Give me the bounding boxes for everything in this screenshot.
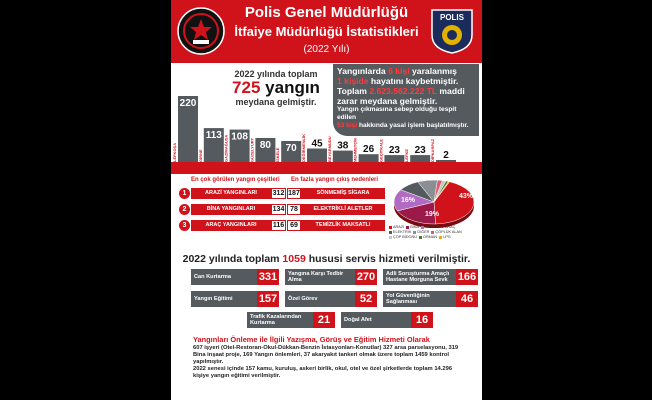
header — [171, 0, 482, 63]
prevention-section — [171, 334, 482, 400]
chart-base-strip — [171, 162, 482, 174]
legend-swatch — [389, 226, 392, 229]
legend-swatch — [413, 231, 416, 234]
fire-reason-value: 187 — [288, 190, 300, 197]
service-value: 331 — [258, 271, 278, 283]
injury-text-end: yaralanmış — [409, 66, 457, 76]
header-title: Polis Genel Müdürlüğü — [244, 4, 409, 21]
header-year: (2022 Yılı) — [303, 44, 350, 55]
bar-category-label: DEĞİRMENLİK — [301, 134, 306, 162]
service-value: 52 — [355, 291, 377, 307]
service-label: Yol Güvenliğinin Sağlanması — [383, 291, 456, 307]
service-value: 166 — [457, 271, 477, 283]
bar-value-label: 108 — [231, 131, 248, 143]
bar-value-label: 220 — [179, 98, 197, 109]
pie-legend-item: LPG — [439, 235, 451, 240]
fire-reason-label: ELEKTRİKLİ ALETLER — [301, 204, 385, 215]
bar-category-label: GAZİMAĞUSA — [223, 134, 229, 162]
pie-legend-item: ORMAN — [419, 235, 437, 240]
bar-category-label: GEÇİTKALE — [378, 138, 384, 162]
injured-count: 6 kişi — [388, 66, 410, 76]
bar-category-label: MEHMETÇİK — [352, 137, 358, 162]
bar-value-label: 113 — [205, 130, 222, 142]
death-count: 1 kişide — [337, 76, 369, 86]
fire-reasons-heading: En fazla yangın çıkış nedenleri — [291, 177, 379, 183]
legal-text-end: hakkında yasal işlem başlatılmıştır. — [357, 122, 469, 129]
bar-category-label: İSKELE — [275, 147, 281, 162]
damage-text-end: maddi zarar meydana gelmiştir. — [337, 86, 465, 106]
pie-legend-item: MOTORLU ARAÇ — [421, 225, 455, 230]
pie-legend — [389, 225, 481, 240]
prevention-paragraph-2: 2022 senesi içinde 157 kamu, kuruluş, askeri birlik, okul, otel ve özel şirketlerde toplam 14.296 kişiye yangın eğitimi verilmiştir. — [193, 366, 453, 380]
summary-line-3: meydana gelmiştir. — [235, 97, 317, 107]
services-count: 1059 — [282, 253, 306, 265]
pie-percent-label: 43% — [458, 193, 474, 200]
service-label: Doğal Afet — [341, 312, 411, 328]
service-label: Yangına Karşı Tedbir Alma — [285, 269, 355, 285]
bar-5 — [307, 149, 327, 163]
polis-emblem-icon — [428, 7, 476, 55]
damage-text: Toplam — [337, 86, 370, 96]
pie-legend-item: ELEKTRİK — [389, 230, 411, 235]
prevention-paragraph-1: 607 işyeri (Otel-Restoran-Okul-Dükkan-Benzin İstasyonları-Konutlar) 327 arsa parselasyonu, 319 Bina inşaat proje, 169 Yangın önlemleri, 37 akaryakıt tankeri olmak üzere toplam 1459 kontrol yapılmıştır. — [193, 345, 459, 365]
services-title-a: 2022 yılında toplam — [182, 253, 280, 265]
bar-category-label: GİRNE — [197, 149, 203, 162]
bar-value-label: 26 — [363, 144, 375, 156]
cause-row — [179, 188, 385, 199]
fire-reason-value: 69 — [287, 220, 301, 231]
pie-legend-item: ARAZİ — [389, 225, 404, 230]
pie-legend-item: BİNA — [406, 225, 419, 230]
service-value: 21 — [313, 312, 335, 328]
fire-reason-label: SÖNMEMİŞ SİGARA — [301, 188, 385, 199]
service-value: 270 — [356, 271, 376, 283]
bar-9 — [410, 155, 430, 162]
pie-legend-item: ÇÖPLÜK ALAN — [431, 230, 461, 235]
legend-swatch — [406, 226, 409, 229]
fire-type-value: 116 — [272, 222, 285, 229]
bar-value-label: 23 — [414, 145, 426, 157]
service-value: 16 — [411, 312, 433, 328]
legend-swatch — [419, 236, 422, 239]
pie-percent-label: 16% — [400, 197, 416, 204]
fire-reason-value: 78 — [287, 204, 301, 215]
death-text: hayatını kaybetmiştir. — [368, 76, 459, 86]
service-label: Trafik Kazalarından Kurtarma — [247, 312, 313, 328]
rank-badge: 3 — [179, 220, 190, 231]
pie-percent-label: 19% — [424, 211, 440, 218]
bar-7 — [359, 154, 379, 162]
bar-category-label: LEFKE — [404, 148, 410, 162]
legend-swatch — [431, 231, 434, 234]
legend-swatch — [389, 231, 392, 234]
fire-type-value: 312 — [272, 190, 285, 197]
fire-type-label: BİNA YANGINLARI — [191, 204, 271, 215]
services-title — [171, 253, 482, 265]
legal-count: 53 kişi — [337, 122, 358, 129]
fire-types-heading: En çok görülen yangın çeşitleri — [191, 177, 280, 183]
damage-amount: 2.623.562.222 TL — [369, 86, 438, 96]
legal-text: Yangın çıkmasına sebep olduğu tespit edilen — [337, 106, 457, 121]
bar-8 — [384, 155, 404, 162]
cause-row — [179, 220, 385, 231]
emblem-text: POLIS — [439, 13, 465, 22]
bar-category-label: GÜZELYURT — [249, 137, 255, 162]
bar-value-label: 45 — [311, 138, 323, 150]
summary-line-1: 2022 yılında toplam — [234, 69, 318, 79]
fire-count: 725 — [232, 78, 261, 97]
police-badge-icon — [177, 7, 225, 55]
bar-value-label: 80 — [259, 140, 271, 151]
fire-type-label: ARAZİ YANGINLARI — [191, 188, 271, 199]
infographic-poster — [171, 0, 482, 400]
bar-value-label: 38 — [337, 140, 349, 152]
service-value: 46 — [456, 291, 478, 307]
prevention-title: Yangınları Önleme ile İlgili Yazışma, Görüş ve Eğitim Hizmeti Olarak — [193, 335, 430, 344]
fire-count-unit: yangın — [265, 78, 320, 97]
bar-value-label: 70 — [285, 143, 297, 154]
cause-row — [179, 204, 385, 215]
service-label: Adli Soruşturma Amaçlı Hastane Morguna Sevk — [383, 269, 456, 285]
service-label: Yangın Eğitimi — [191, 291, 257, 307]
header-subtitle: İtfaiye Müdürlüğü İstatistikleri — [234, 24, 419, 39]
injury-text: Yangınlarda — [337, 66, 389, 76]
fire-reason-label: TEMİZLİK MAKSATLI — [301, 220, 385, 231]
service-label: Can Kurtarma — [191, 269, 257, 285]
fire-type-label: ARAÇ YANGINLARI — [191, 220, 271, 231]
bar-value-label: 23 — [388, 145, 400, 157]
bar-category-label: DİPKARPAZ — [430, 138, 435, 162]
service-label: Özel Görev — [285, 291, 355, 307]
fire-type-value: 134 — [272, 206, 285, 213]
bar-category-label: LEFKOŞA — [172, 142, 177, 162]
legend-swatch — [439, 236, 442, 239]
bar-category-label: BEYARMUDU — [326, 136, 332, 162]
bar-value-label: 2 — [443, 150, 449, 161]
pie-legend-item: DİĞER — [413, 230, 429, 235]
pie-legend-item: ÇÖP BİDONU — [389, 235, 417, 240]
legend-swatch — [389, 236, 392, 239]
district-bar-chart — [171, 92, 482, 164]
bar-6 — [333, 151, 353, 162]
rank-badge: 1 — [179, 188, 190, 199]
rank-badge: 2 — [179, 204, 190, 215]
legend-swatch — [421, 226, 424, 229]
service-value: 157 — [258, 293, 278, 305]
services-title-b: hususi servis hizmeti verilmiştir. — [305, 253, 471, 265]
